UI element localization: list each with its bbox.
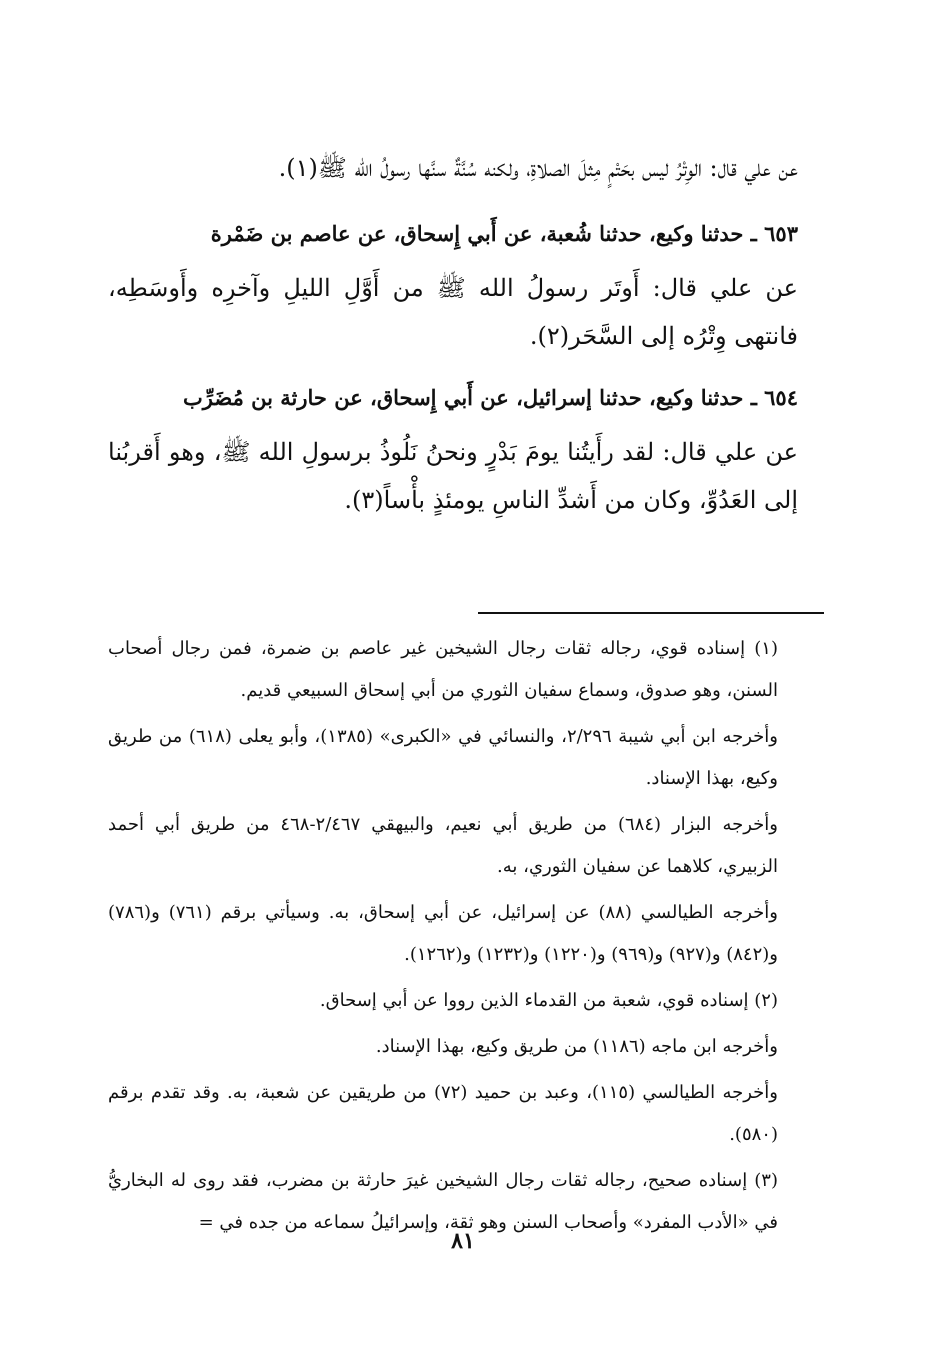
footnote-3: (٣) إسناده صحيح، رجاله ثقات رجال الشيخين غيرَ حارثة بن مضرب، فقد روى له البخاريُّ في «الأدب المفرد» وأصحاب السنن وهو ثقة، وإسرائيلُ سماعه من جده في = xyxy=(108,1170,778,1233)
footnote-1: (١) إسناده قوي، رجاله ثقات رجال الشيخين غير عاصم بن ضمرة، فمن رجال أصحاب السنن، وهو صدوق، وسماع سفيان الثوري من أبي إسحاق السبيعي قديم. xyxy=(108,638,778,701)
footnote-2-cont-a: وأخرجه ابن ماجه (١١٨٦) من طريق وكيع، بهذا الإسناد. xyxy=(375,1036,778,1057)
footnote-1-cont-c: وأخرجه الطيالسي (٨٨) عن إسرائيل، عن أبي إسحاق، به. وسيأتي برقم (٧٦١) و(٧٨٦) و(٨٤٢) و(٩٢٧) و(٩٦٩) و(١٢٢٠) و(١٢٣٢) و(١٢٦٢). xyxy=(108,902,778,965)
hadith-652-text: عن علي قال: الوِتْرُ ليس بحَتْمٍ مِثلَ الصلاةِ، ولكنه سُنَّةٌ سنَّها رسولُ الله ﷺ(١). xyxy=(278,154,798,182)
main-text xyxy=(108,140,798,542)
footnote-divider xyxy=(478,612,824,614)
footnote-2: (٢) إسناده قوي، شعبة من القدماء الذين رووا عن أبي إسحاق. xyxy=(319,990,778,1011)
page-number: ٨١ xyxy=(451,1228,475,1254)
footnotes xyxy=(108,628,814,1248)
footnote-1-cont-a: وأخرجه ابن أبي شيبة ٢/٢٩٦، والنسائي في «الكبرى» (١٣٨٥)، وأبو يعلى (٦١٨) من طريق وكيع، بهذا الإسناد. xyxy=(108,726,779,789)
hadith-654-text: عن علي قال: لقد رأَيتُنا يومَ بَدْرٍ ونحنُ نَلُوذُ برسولِ الله ﷺ، وهو أَقربُنا إلى العَدُوِّ، وكان من أَشدِّ الناسِ يومئذٍ بأْساً(٣). xyxy=(108,438,798,514)
hadith-654-isnad: ٦٥٤ ـ حدثنا وكيع، حدثنا إسرائيل، عن أَبي إِسحاق، عن حارثة بن مُضَرِّب xyxy=(183,385,798,410)
hadith-653-isnad: ٦٥٣ ـ حدثنا وكيع، حدثنا شُعبة، عن أَبي إِسحاق، عن عاصم بن ضَمْرة xyxy=(210,221,798,246)
footnote-2-cont-b: وأخرجه الطيالسي (١١٥)، وعبد بن حميد (٧٢) من طريقين عن شعبة، به. وقد تقدم برقم (٥٨٠). xyxy=(108,1082,779,1145)
hadith-653-text: عن علي قال: أَوتَر رسولُ الله ﷺ من أَوَّلِ الليلِ وآخرِه وأَوسَطِه، فانتهى وِتْرُه إلى السَّحَر(٢). xyxy=(108,274,798,350)
footnote-1-cont-b: وأخرجه البزار (٦٨٤) من طريق أبي نعيم، والبيهقي ٢/٤٦٧-٤٦٨ من طريق أبي أحمد الزبيري، كلاهما عن سفيان الثوري، به. xyxy=(108,814,778,877)
